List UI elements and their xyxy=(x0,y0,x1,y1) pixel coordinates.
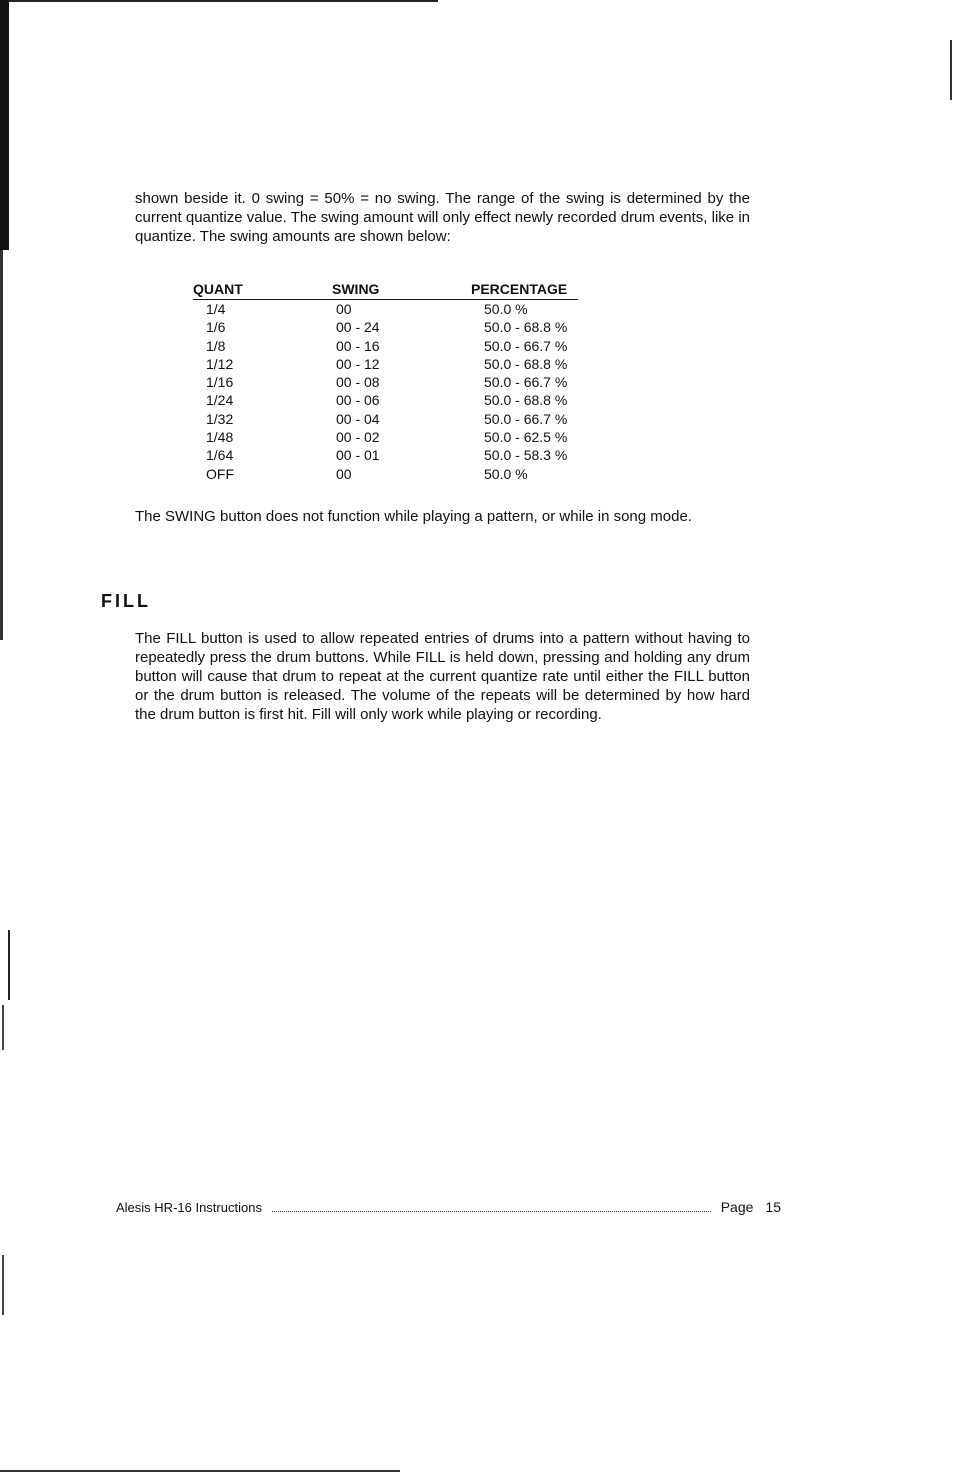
percentage-cell: 50.0 % xyxy=(484,301,528,317)
quant-cell: 1/4 xyxy=(206,301,226,317)
header-percentage: PERCENTAGE xyxy=(471,281,568,297)
swing-cell: 00 xyxy=(336,465,352,482)
swing-table xyxy=(193,280,578,483)
percentage-cell: 50.0 % xyxy=(484,465,528,482)
table-row xyxy=(193,337,578,355)
percentage-cell: 50.0 - 66.7 % xyxy=(484,337,568,354)
quant-cell: OFF xyxy=(206,465,234,482)
swing-cell: 00 - 08 xyxy=(336,374,380,391)
quant-cell: 1/16 xyxy=(206,374,234,391)
footer-title: Alesis HR-16 Instructions xyxy=(116,1200,262,1215)
scan-edge-left xyxy=(2,1005,4,1050)
scan-edge-right xyxy=(950,40,952,100)
percentage-cell: 50.0 - 66.7 % xyxy=(484,374,568,391)
table-row xyxy=(193,373,578,391)
percentage-cell: 50.0 - 62.5 % xyxy=(484,429,568,446)
fill-paragraph: The FILL button is used to allow repeated entries of drums into a pattern without having to repeatedly press the drum buttons. While FILL is held down, pressing and holding any drum button will cause that drum to repeat at the current quantize rate until either the FILL button or the drum button is released. The volume of the repeats will be determined by how hard the drum button is first hit. Fill will only work while playing or recording. xyxy=(135,630,750,723)
percentage-cell: 50.0 - 66.7 % xyxy=(484,410,568,427)
table-row xyxy=(193,465,578,483)
header-quant: QUANT xyxy=(193,281,243,297)
quant-cell: 1/32 xyxy=(206,410,234,427)
table-row xyxy=(193,391,578,409)
fill-heading: FILL xyxy=(101,591,151,611)
table-row xyxy=(193,300,578,318)
scan-edge-left xyxy=(2,1255,4,1315)
swing-note-paragraph: The SWING button does not function while playing a pattern, or while in song mode. xyxy=(135,508,692,525)
swing-cell: 00 - 12 xyxy=(336,355,380,372)
percentage-cell: 50.0 - 68.8 % xyxy=(484,355,568,372)
percentage-cell: 50.0 - 68.8 % xyxy=(484,392,568,409)
page-footer xyxy=(116,1199,781,1215)
scan-edge-top xyxy=(0,0,438,2)
quant-cell: 1/8 xyxy=(206,337,226,354)
dot-leader xyxy=(272,1211,711,1212)
quant-cell: 1/6 xyxy=(206,319,226,336)
swing-cell: 00 - 16 xyxy=(336,337,380,354)
quant-cell: 1/12 xyxy=(206,355,234,372)
quant-cell: 1/24 xyxy=(206,392,234,409)
scan-edge-bottom xyxy=(0,1470,400,1472)
swing-cell: 00 - 06 xyxy=(336,392,380,409)
table-row xyxy=(193,318,578,336)
quant-cell: 1/48 xyxy=(206,429,234,446)
header-swing: SWING xyxy=(332,281,380,297)
table-row xyxy=(193,446,578,464)
swing-cell: 00 - 04 xyxy=(336,410,380,427)
intro-paragraph: shown beside it. 0 swing = 50% = no swing. The range of the swing is determined by the current quantize value. The swing amount will only effect newly recorded drum events, like in quantize. The swing amounts are shown below: xyxy=(135,190,750,245)
percentage-cell: 50.0 - 68.8 % xyxy=(484,319,568,336)
table-row xyxy=(193,355,578,373)
swing-cell: 00 - 02 xyxy=(336,429,380,446)
table-row xyxy=(193,428,578,446)
scan-edge-left xyxy=(0,0,9,250)
swing-cell: 00 - 24 xyxy=(336,319,380,336)
table-header xyxy=(193,280,578,300)
quant-cell: 1/64 xyxy=(206,447,234,464)
page-label: Page xyxy=(720,1199,754,1215)
table-row xyxy=(193,410,578,428)
scan-edge-left xyxy=(8,930,10,1000)
percentage-cell: 50.0 - 58.3 % xyxy=(484,447,568,464)
swing-cell: 00 xyxy=(336,301,352,317)
scan-edge-left xyxy=(0,250,3,640)
swing-cell: 00 - 01 xyxy=(336,447,380,464)
page-number: 15 xyxy=(765,1199,781,1215)
